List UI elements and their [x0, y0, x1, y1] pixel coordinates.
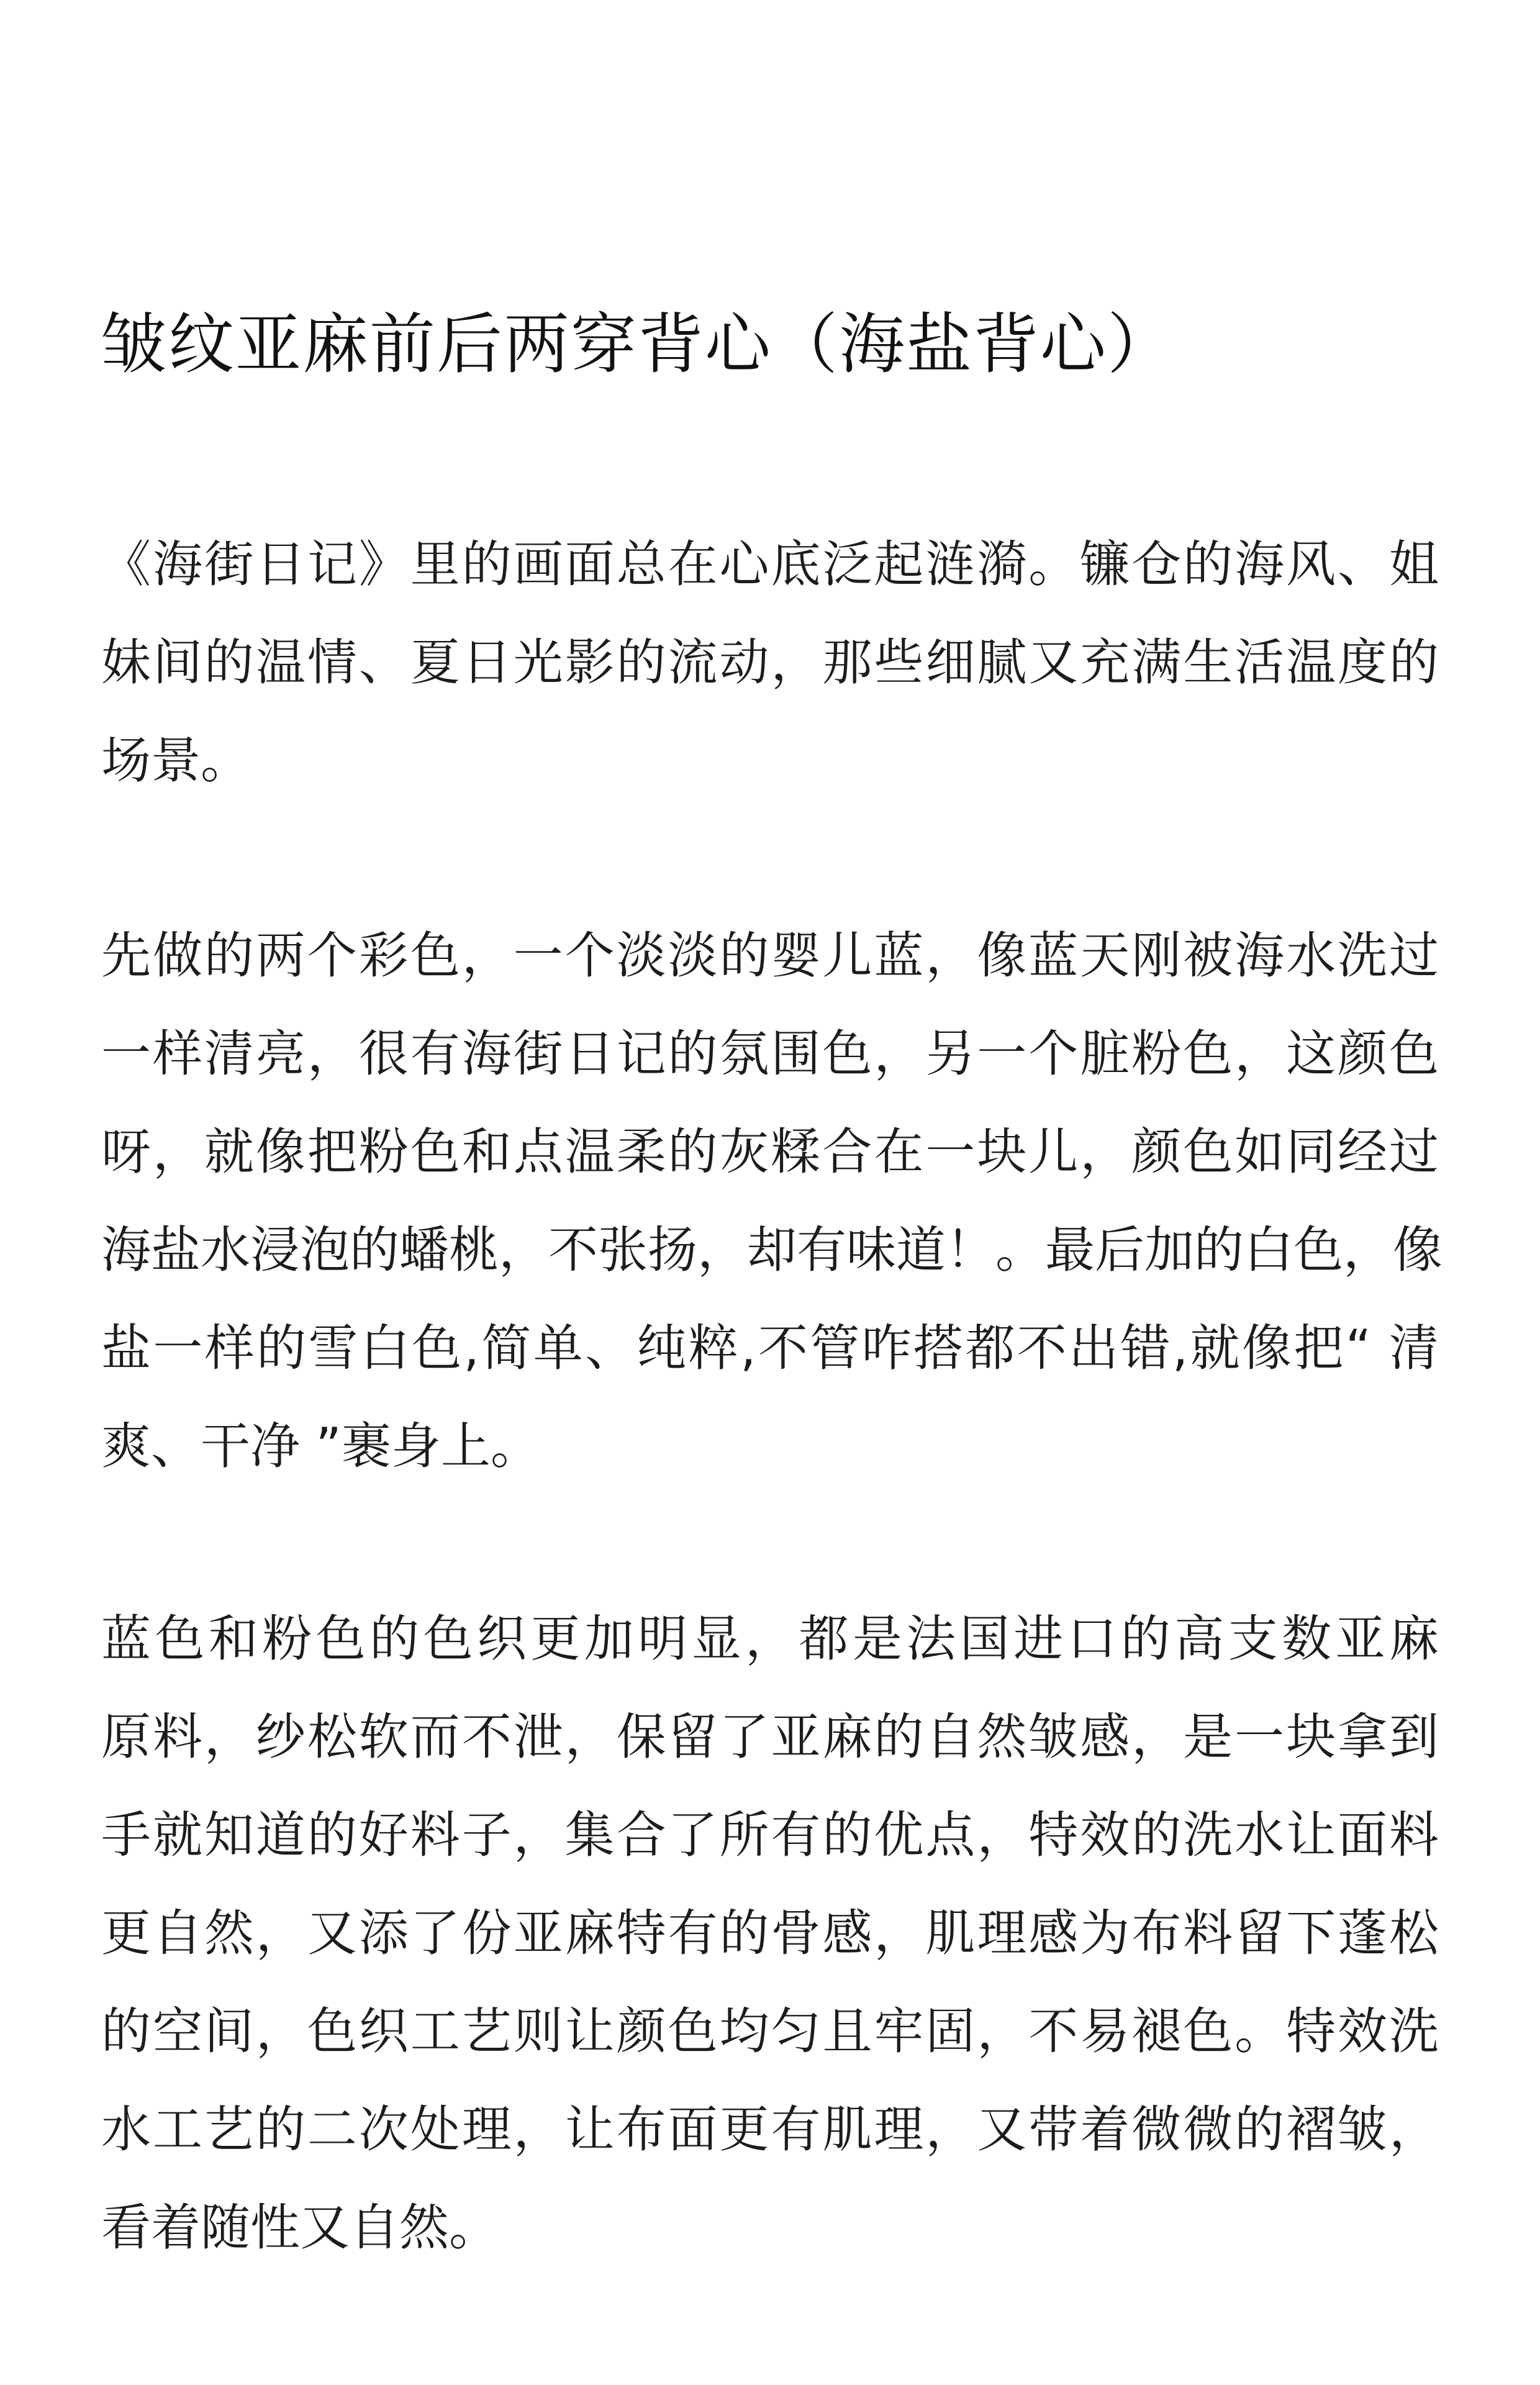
text-line: 原料，纱松软而不泄，保留了亚麻的自然皱感，是一块拿到: [101, 1708, 1439, 1766]
text-line: 更自然，又添了份亚麻特有的骨感，肌理感为布料留下蓬松: [101, 1904, 1439, 1962]
text-line: 盐一样的雪白色,简单、纯粹,不管咋搭都不出错,就像把“ 清: [101, 1319, 1439, 1377]
text-line: 呀，就像把粉色和点温柔的灰糅合在一块儿，颜色如同经过: [101, 1123, 1439, 1181]
page-title: 皱纹亚麻前后两穿背心（海盐背心）: [101, 306, 1174, 383]
text-line: 海盐水浸泡的蟠桃，不张扬，却有味道！。最后加的白色，像: [101, 1221, 1443, 1279]
text-line: 爽、干净 ”裹身上。: [101, 1417, 540, 1475]
text-line: 看着随性又自然。: [101, 2199, 499, 2256]
text-line: 场景。: [101, 732, 250, 789]
text-line: 一样清亮，很有海街日记的氛围色，另一个脏粉色，这颜色: [101, 1025, 1439, 1083]
document-page: [101, 0, 1443, 2385]
text-line: 《海街日记》里的画面总在心底泛起涟漪。镰仓的海风、姐: [101, 535, 1439, 593]
text-line: 的空间，色织工艺则让颜色均匀且牢固，不易褪色。特效洗: [101, 2002, 1439, 2060]
paragraph-colors: [101, 907, 1443, 1496]
text-line: 手就知道的好料子，集合了所有的优点，特效的洗水让面料: [101, 1806, 1439, 1864]
text-line: 妹间的温情、夏日光影的流动，那些细腻又充满生活温度的: [101, 634, 1439, 691]
text-line: 蓝色和粉色的色织更加明显，都是法国进口的高支数亚麻: [101, 1610, 1439, 1668]
paragraph-fabric: [101, 1590, 1439, 2277]
text-line: 水工艺的二次处理，让布面更有肌理，又带着微微的褶皱，: [101, 2101, 1439, 2158]
text-line: 先做的两个彩色，一个淡淡的婴儿蓝，像蓝天刚被海水洗过: [101, 927, 1439, 984]
paragraph-intro: [101, 516, 1439, 810]
